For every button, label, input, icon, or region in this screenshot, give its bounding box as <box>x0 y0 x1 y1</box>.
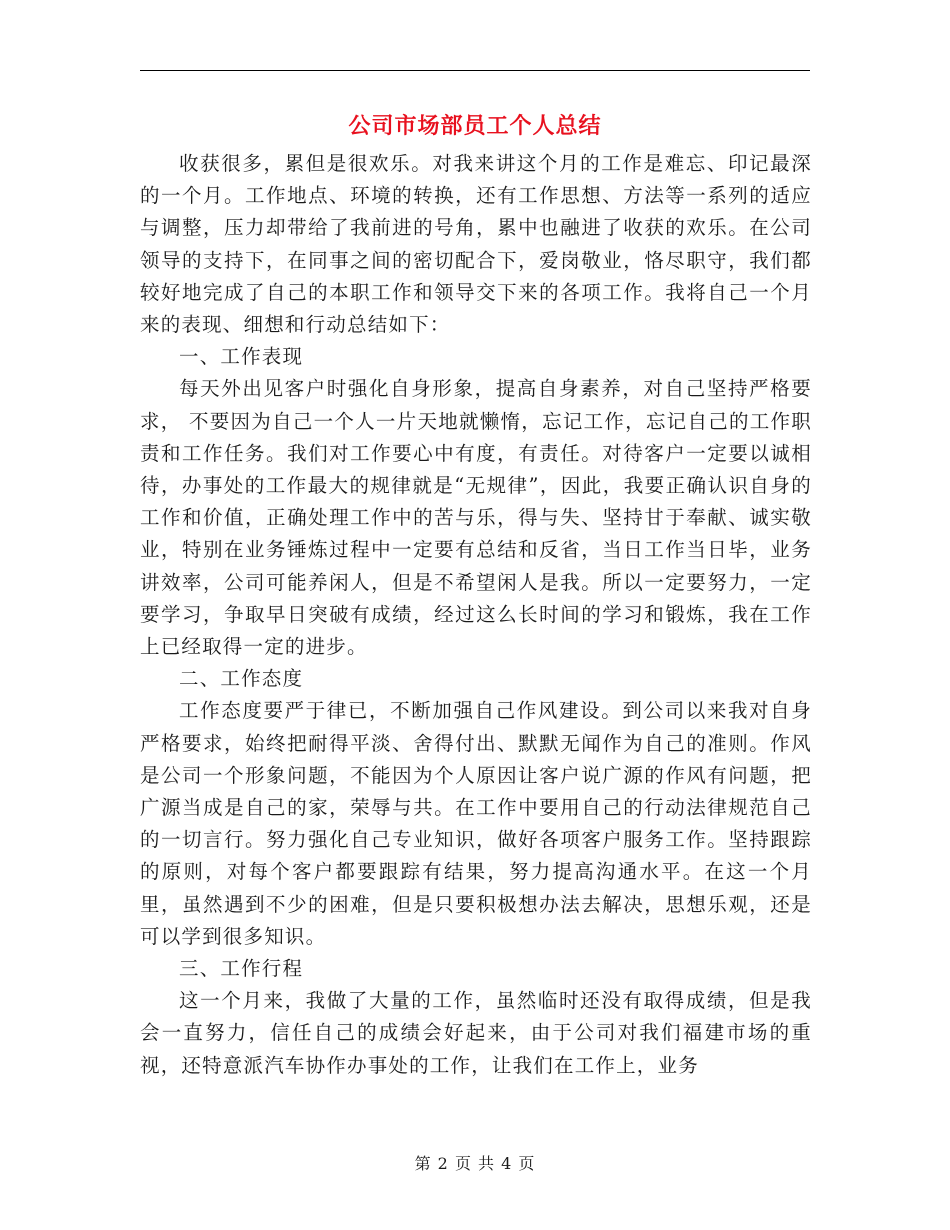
paragraph-section-3: 这一个月来，我做了大量的工作，虽然临时还没有取得成绩，但是我会一直努力，信任自己的成绩会好起来，由于公司对我们福建市场的重视，还特意派汽车协作办事处的工作，让我们在工作上，业务 <box>140 989 812 1077</box>
header-rule <box>140 70 810 71</box>
paragraph-intro: 收获很多，累但是很欢乐。对我来讲这个月的工作是难忘、印记最深的一个月。工作地点、环境的转换，还有工作思想、方法等一系列的适应与调整，压力却带给了我前进的号角，累中也融进了收获的欢乐。在公司领导的支持下，在同事之间的密切配合下，爱岗敬业，恪尽职守，我们都较好地完成了自己的本职工作和领导交下来的各项工作。我将自己一个月来的表现、细想和行动总结如下： <box>140 152 812 337</box>
paragraph-section-2: 工作态度要严于律已，不断加强自己作风建设。到公司以来我对自身严格要求，始终把耐得平淡、舍得付出、默默无闻作为自己的准则。作风是公司一个形象问题，不能因为个人原因让客户说广源的作风有问题，把广源当成是自己的家，荣辱与共。在工作中要用自己的行动法律规范自己的一切言行。努力强化自己专业知识，做好各项客户服务工作。坚持跟踪的原则，对每个客户都要跟踪有结果，努力提高沟通水平。在这一个月里，虽然遇到不少的困难，但是只要积极想办法去解决，思想乐观，还是可以学到很多知识。 <box>140 699 812 948</box>
document-body <box>140 148 812 1082</box>
document-title: 公司市场部员工个人总结 <box>348 113 602 139</box>
section-heading-2: 二、工作态度 <box>179 667 304 691</box>
page-number: 第 2 页 共 4 页 <box>414 1154 536 1173</box>
paragraph-section-1: 每天外出见客户时强化自身形象，提高自身素养，对自己坚持严格要求， 不要因为自己一个人一片天地就懒惰，忘记工作，忘记自己的工作职责和工作任务。我们对工作要心中有度，有责任。对待客户一定要以诚相待，办事处的工作最大的规律就是“无规律”，因此，我要正确认识自身的工作和价值，正确处理工作中的苦与乐，得与失、坚持甘于奉献、诚实敬业，特别在业务锤炼过程中一定要有总结和反省，当日工作当日毕，业务讲效率，公司可能养闲人，但是不希望闲人是我。所以一定要努力，一定要学习，争取早日突破有成绩，经过这么长时间的学习和锻炼，我在工作上已经取得一定的进步。 <box>140 377 812 659</box>
section-heading-1: 一、工作表现 <box>179 345 304 369</box>
section-heading-3: 三、工作行程 <box>179 957 304 981</box>
